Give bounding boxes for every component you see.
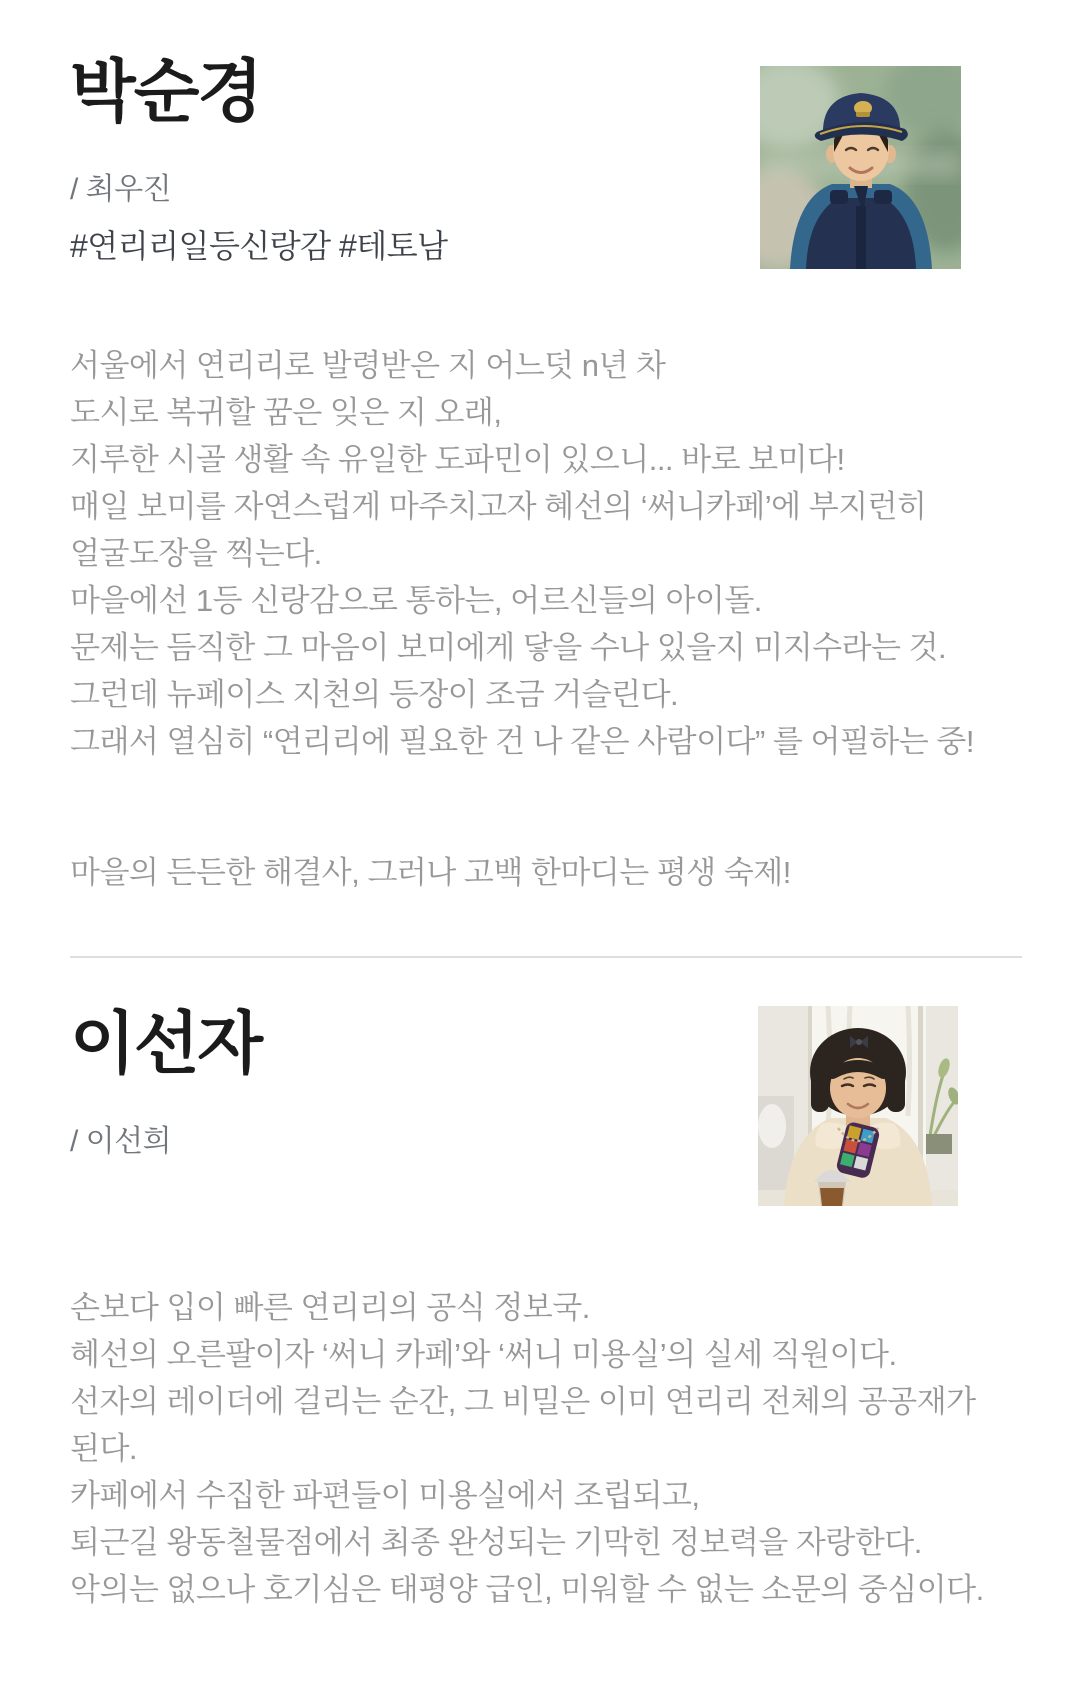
description-line: 매일 보미를 자연스럽게 마주치고자 혜선의 ‘써니카페’에 부지런히 bbox=[70, 489, 927, 524]
section-divider bbox=[70, 956, 1022, 958]
character-name: 이선자 bbox=[70, 1006, 262, 1082]
description-line: 그런데 뉴페이스 지천의 등장이 조금 거슬린다. bbox=[70, 677, 679, 712]
description-line: 된다. bbox=[70, 1431, 138, 1466]
description-line: 문제는 듬직한 그 마음이 보미에게 닿을 수나 있을지 미지수라는 것. bbox=[70, 630, 947, 665]
actor-name: / 이선희 bbox=[70, 1125, 172, 1158]
description-line: 얼굴도장을 찍는다. bbox=[70, 536, 322, 571]
character-description bbox=[70, 1284, 1022, 1613]
description-line: 카페에서 수집한 파편들이 미용실에서 조립되고, bbox=[70, 1478, 700, 1513]
closing-line: 마을의 든든한 해결사, 그러나 고백 한마디는 평생 숙제! bbox=[70, 855, 791, 890]
actor-name: / 최우진 bbox=[70, 173, 172, 206]
description-line: 도시로 복귀할 꿈은 잊은 지 오래, bbox=[70, 395, 502, 430]
description-line: 퇴근길 왕동철물점에서 최종 완성되는 기막힌 정보력을 자랑한다. bbox=[70, 1525, 922, 1560]
character-hashtags: #연리리일등신랑감 #테토남 bbox=[70, 228, 448, 264]
description-line: 지루한 시골 생활 속 유일한 도파민이 있으니... 바로 보미다! bbox=[70, 442, 845, 477]
character-name: 박순경 bbox=[70, 54, 262, 130]
description-line: 그래서 열심히 “연리리에 필요한 건 나 같은 사람이다” 를 어필하는 중! bbox=[70, 724, 974, 759]
character-photo-police-officer bbox=[760, 66, 961, 269]
description-line: 서울에서 연리리로 발령받은 지 어느덧 n년 차 bbox=[70, 348, 666, 383]
description-line: 악의는 없으나 호기심은 태평양 급인, 미워할 수 없는 소문의 중심이다. bbox=[70, 1572, 984, 1607]
description-line: 마을에선 1등 신랑감으로 통하는, 어르신들의 아이돌. bbox=[70, 583, 762, 618]
description-line: 손보다 입이 빠른 연리리의 공식 정보국. bbox=[70, 1290, 590, 1325]
character-photo-woman bbox=[758, 1006, 958, 1206]
character-description bbox=[70, 342, 1022, 765]
description-line: 선자의 레이더에 걸리는 순간, 그 비밀은 이미 연리리 전체의 공공재가 bbox=[70, 1384, 976, 1419]
description-line: 혜선의 오른팔이자 ‘써니 카페’와 ‘써니 미용실’의 실세 직원이다. bbox=[70, 1337, 897, 1372]
